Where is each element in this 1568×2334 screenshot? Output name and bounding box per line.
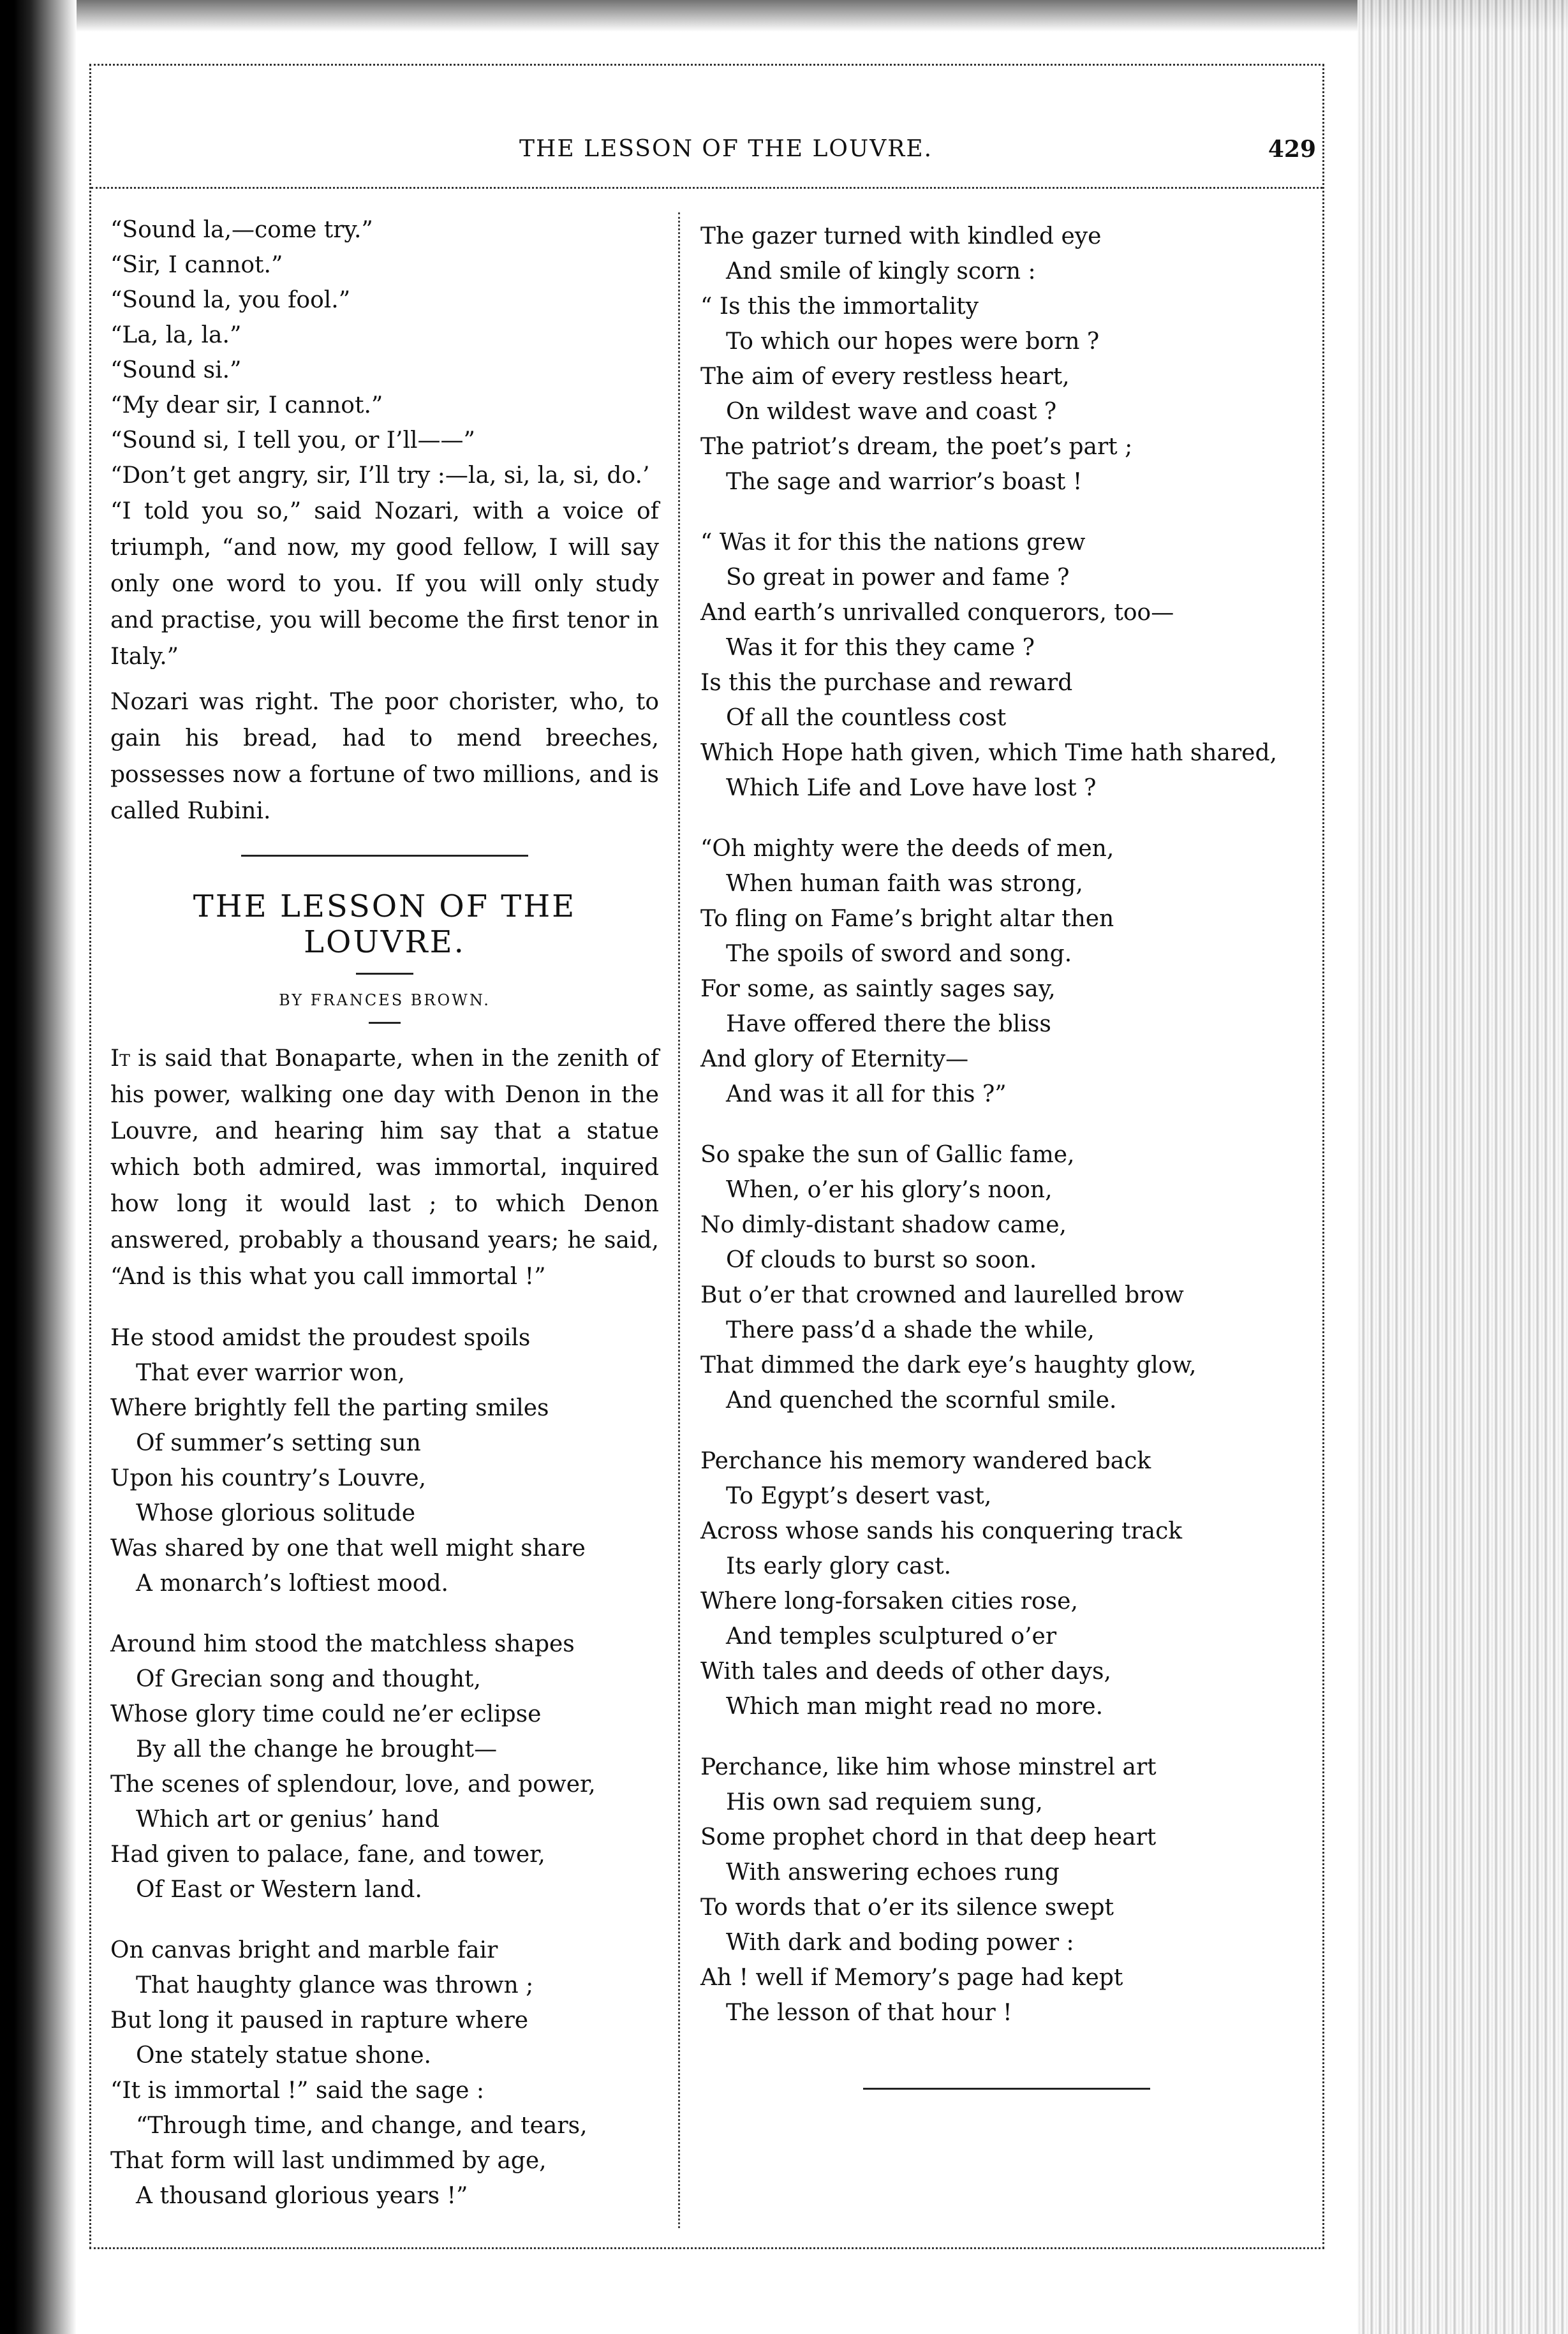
poem-line: “It is immortal !” said the sage : [110, 2078, 485, 2104]
poem-line: Perchance his memory wandered back [700, 1448, 1151, 1474]
intro-paragraph [110, 1040, 659, 1295]
poem-line: Its early glory cast. [726, 1553, 952, 1579]
scan-binding-edge [0, 0, 77, 2334]
article-title: THE LESSON OF THE LOUVRE. [193, 889, 577, 960]
poem-line: A thousand glorious years !” [136, 2183, 468, 2209]
poem-line: One stately statue shone. [136, 2042, 431, 2069]
poem-stanza [700, 831, 1313, 1112]
poem-line: “ Is this the immortality [700, 293, 979, 320]
byline: BY FRANCES BROWN. [279, 991, 491, 1009]
poem-line: So spake the sun of Gallic fame, [700, 1142, 1075, 1168]
title-rule [356, 973, 413, 975]
poem-line: Across whose sands his conquering track [700, 1518, 1183, 1544]
poem-line: Upon his country’s Louvre, [110, 1465, 426, 1491]
byline-rule [369, 1022, 401, 1024]
dialogue-line: “Don’t get angry, sir, I’ll try :—la, si, la, si, do.’ [110, 462, 650, 489]
poem-line: That dimmed the dark eye’s haughty glow, [700, 1352, 1197, 1378]
poem-stanza [110, 1320, 659, 1601]
dialogue-line: “La, la, la.” [110, 322, 242, 348]
poem-line: Was it for this they came ? [726, 635, 1035, 661]
poem-line: Have offered there the bliss [726, 1011, 1051, 1037]
poem-line: Of summer’s setting sun [136, 1430, 421, 1456]
poem-stanza [700, 1750, 1313, 2030]
poem-line: He stood amidst the proudest spoils [110, 1325, 531, 1351]
poem-stanza [700, 525, 1313, 806]
dialogue-line: “My dear sir, I cannot.” [110, 392, 383, 418]
poem-line: The spoils of sword and song. [726, 941, 1072, 967]
poem-line: And temples sculptured o’er [726, 1623, 1057, 1650]
poem-line: Was shared by one that well might share [110, 1535, 586, 1562]
poem-line: There pass’d a shade the while, [726, 1317, 1095, 1343]
poem-line: Which Hope hath given, which Time hath shared, [700, 740, 1277, 766]
poem-line: Which man might read no more. [726, 1694, 1104, 1720]
poem-line: To Egypt’s desert vast, [726, 1483, 992, 1509]
poem-line: To which our hopes were born ? [726, 329, 1100, 355]
poem-line: The sage and warrior’s boast ! [726, 469, 1083, 495]
paragraph-nozari-triumph: “I told you so,” said Nozari, with a voice of triumph, “and now, my good fellow, I will say only one word to you. If you will only study and practise, you will become the first tenor in Italy.” [110, 498, 659, 670]
poem-line: That ever warrior won, [136, 1360, 405, 1386]
poem-line: But o’er that crowned and laurelled brow [700, 1282, 1184, 1308]
poem-line: Which art or genius’ hand [136, 1806, 440, 1833]
scan-next-page-edge [1357, 0, 1568, 2334]
poem-line: Ah ! well if Memory’s page had kept [700, 1965, 1123, 1991]
dialogue-line: “Sound la,—come try.” [110, 217, 373, 243]
left-column [110, 212, 659, 2239]
scan-shadow-top [0, 0, 1568, 32]
paragraph-rubini: Nozari was right. The poor chorister, who, to gain his bread, had to mend breeches, possesses now a fortune of two millions, and is called Rubini. [110, 689, 659, 824]
poem-line: “ Was it for this the nations grew [700, 529, 1086, 556]
section-rule [241, 855, 528, 857]
poem-line: But long it paused in rapture where [110, 2007, 529, 2034]
poem-line: “Oh mighty were the deeds of men, [700, 836, 1114, 862]
poem-line: The gazer turned with kindled eye [700, 223, 1102, 249]
poem-line: Which Life and Love have lost ? [726, 775, 1097, 801]
poem-line: Whose glorious solitude [136, 1500, 415, 1526]
poem-line: The aim of every restless heart, [700, 364, 1070, 390]
poem-line: With dark and boding power : [726, 1930, 1074, 1956]
dialogue-line: “Sir, I cannot.” [110, 252, 283, 278]
poem-stanza [700, 219, 1313, 499]
poem-stanza [700, 1137, 1313, 1418]
book-page [89, 64, 1324, 2249]
poem-line: Of East or Western land. [136, 1877, 422, 1903]
poem-line: Where long-forsaken cities rose, [700, 1588, 1078, 1614]
page-number: 429 [1268, 136, 1316, 163]
poem-line: The scenes of splendour, love, and power, [110, 1771, 596, 1798]
running-title: THE LESSON OF THE LOUVRE. [519, 136, 933, 162]
poem-line: The lesson of that hour ! [726, 2000, 1012, 2026]
poem-line: When human faith was strong, [726, 871, 1083, 897]
poem-line: Some prophet chord in that deep heart [700, 1824, 1157, 1850]
poem-line: And was it all for this ?” [726, 1081, 1007, 1107]
poem-line: That haughty glance was thrown ; [136, 1972, 534, 1998]
dialogue-block [110, 212, 659, 493]
poem-line: On canvas bright and marble fair [110, 1937, 498, 1963]
poem-line: Whose glory time could ne’er eclipse [110, 1701, 542, 1727]
poem-line: For some, as saintly sages say, [700, 976, 1056, 1002]
poem-line: His own sad requiem sung, [726, 1789, 1043, 1815]
dialogue-line: “Sound la, you fool.” [110, 287, 351, 313]
dialogue-line: “Sound si.” [110, 357, 242, 383]
right-column [700, 219, 1313, 2090]
poem-line: By all the change he brought— [136, 1736, 498, 1762]
intro-first-word: It [110, 1045, 130, 1072]
header-rule [91, 187, 1322, 189]
poem-line: And quenched the scornful smile. [726, 1387, 1117, 1414]
poem-line: With tales and deeds of other days, [700, 1658, 1111, 1685]
poem-line: And smile of kingly scorn : [726, 258, 1036, 284]
poem-line: And glory of Eternity— [700, 1046, 969, 1072]
poem-line: The patriot’s dream, the poet’s part ; [700, 434, 1133, 460]
poem-line: To fling on Fame’s bright altar then [700, 906, 1114, 932]
poem-stanza [110, 1933, 659, 2213]
poem-line: That form will last undimmed by age, [110, 2148, 547, 2174]
poem-line: Where brightly fell the parting smiles [110, 1395, 549, 1421]
column-divider [678, 212, 680, 2228]
poem-line: A monarch’s loftiest mood. [136, 1570, 448, 1597]
poem-line: Perchance, like him whose minstrel art [700, 1754, 1157, 1780]
end-rule [863, 2088, 1150, 2090]
poem-line: Is this the purchase and reward [700, 670, 1073, 696]
poem-line: Of all the countless cost [726, 705, 1007, 731]
poem-line: And earth’s unrivalled conquerors, too— [700, 600, 1174, 626]
dialogue-line: “Sound si, I tell you, or I’ll——” [110, 427, 475, 454]
intro-text: is said that Bonaparte, when in the zenith of his power, walking one day with Denon in the Louvre, and hearing him say that a statue which both admired, was immortal, inquired how long it would last ; to which Denon answered, probably a thousand years; he said, “And is this what you call immortal !” [110, 1045, 659, 1290]
poem-line: Of clouds to burst so soon. [726, 1247, 1037, 1273]
poem-line: Around him stood the matchless shapes [110, 1631, 575, 1657]
poem-line: Of Grecian song and thought, [136, 1666, 481, 1692]
poem-line: When, o’er his glory’s noon, [726, 1177, 1053, 1203]
poem-stanza [700, 1444, 1313, 1724]
poem-line: Had given to palace, fane, and tower, [110, 1842, 545, 1868]
poem-line: With answering echoes rung [726, 1859, 1060, 1886]
poem-line: No dimly-distant shadow came, [700, 1212, 1067, 1238]
poem-line: “Through time, and change, and tears, [136, 2113, 588, 2139]
page-header [91, 136, 1322, 200]
poem-line: So great in power and fame ? [726, 565, 1070, 591]
poem-line: On wildest wave and coast ? [726, 399, 1057, 425]
poem-line: To words that o’er its silence swept [700, 1895, 1114, 1921]
poem-stanza [110, 1627, 659, 1907]
